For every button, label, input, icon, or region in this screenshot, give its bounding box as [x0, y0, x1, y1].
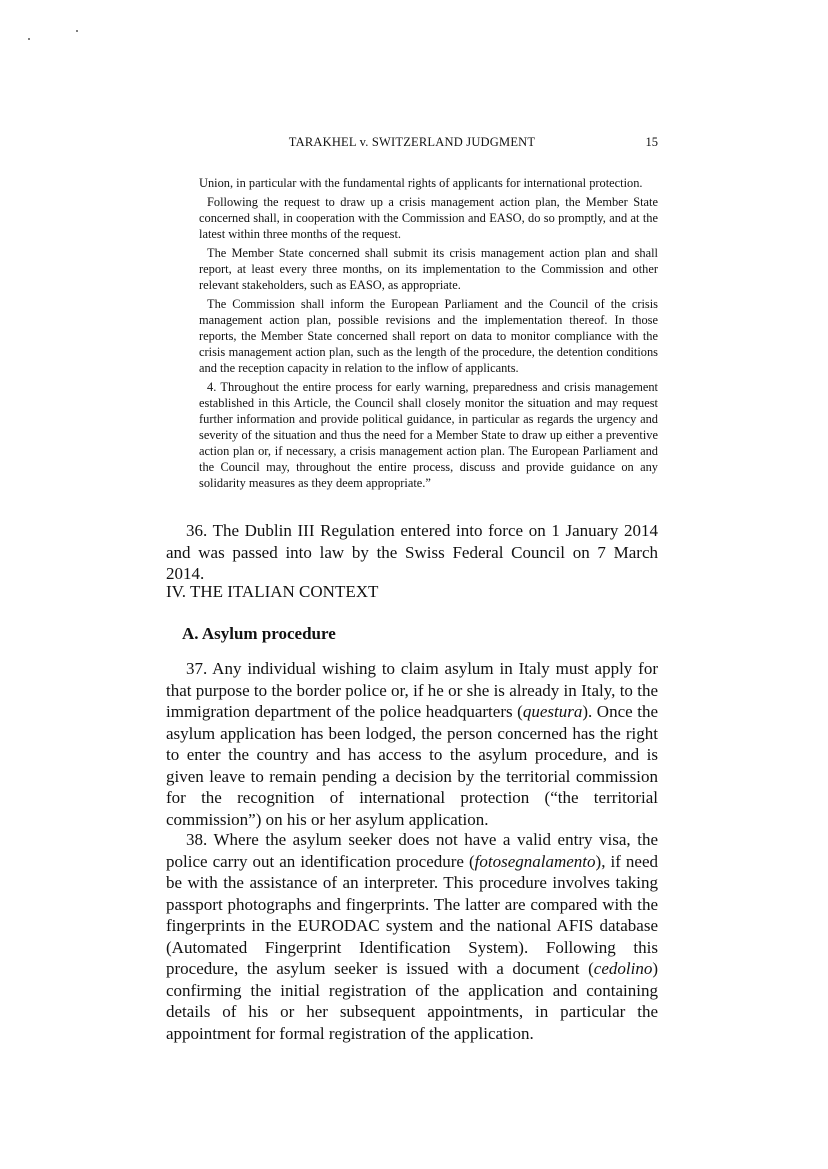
paragraph-37-part: ). Once the asylum application has been lodged, the person concerned has the right to enter the country and has access to the asylum procedure, and is given leave to remain pending a decision by the territorial commission for the recognition of international protection (“the territorial commission”) on his or her asylum application.: [166, 702, 658, 829]
paragraph-38-part: ) confirming the initial registration of the application and containing details of his or her subsequent appointments, in particular the appointment for formal registration of the application.: [166, 959, 658, 1043]
quote-paragraph: The Commission shall inform the European Parliament and the Council of the crisis management action plan, possible revisions and the implementation thereof. In those reports, the Member State concerned shall report on data to monitor compliance with the crisis management action plan, such as the length of the procedure, the detention conditions and the reception capacity in relation to the inflow of applicants.: [199, 297, 658, 375]
paragraph-37-part: 37. Any individual wishing to claim asylum in Italy must apply for that purpose to the border police or, if he or she is already in Italy, to the immigration department of the police headquarters (: [166, 659, 658, 721]
paragraph-37: [166, 658, 658, 830]
quote-paragraph: The Member State concerned shall submit its crisis management action plan and shall report, at least every three months, on its implementation to the Commission and other relevant stakeholders, such as EASO, as appropriate.: [199, 246, 658, 292]
subsection-heading: A. Asylum procedure: [182, 624, 336, 643]
paragraph-36: [166, 520, 658, 585]
running-header-title: TARAKHEL v. SWITZERLAND JUDGMENT: [288, 135, 536, 149]
paragraph-36-text: 36. The Dublin III Regulation entered into force on 1 January 2014 and was passed into law by the Swiss Federal Council on 7 March 2014.: [166, 521, 658, 583]
italic-term: questura: [522, 702, 583, 721]
paragraph-37-text: [166, 658, 658, 830]
running-header: [166, 135, 658, 153]
scan-speck: [76, 30, 78, 32]
section-heading: IV. THE ITALIAN CONTEXT: [166, 582, 379, 601]
scan-speck: [28, 38, 30, 40]
italic-term: fotosegnalamento: [474, 851, 596, 871]
italic-term: cedolino: [593, 959, 653, 978]
paragraph-38-part: 38. Where the asylum seeker does not have a valid entry visa, the police carry out an identification procedure (: [166, 830, 658, 871]
page-number: 15: [645, 135, 658, 149]
paragraph-38-text: [166, 829, 658, 1044]
block-quote: [199, 175, 658, 491]
quote-paragraph: Following the request to draw up a crisis management action plan, the Member State concerned shall, in cooperation with the Commission and EASO, do so promptly, and at the latest within three months of the request.: [199, 195, 658, 241]
quote-paragraph: 4. Throughout the entire process for early warning, preparedness and crisis management established in this Article, the Council shall closely monitor the situation and may request further information and provide political guidance, in particular as regards the urgency and severity of the situation and thus the need for a Member State to draw up either a preventive action plan or, if necessary, a crisis management action plan. The European Parliament and the Council may, throughout the entire process, discuss and provide guidance on any solidarity measures as they deem appropriate.”: [199, 380, 658, 490]
paragraph-38: [166, 829, 658, 1044]
paragraph-38-part: ), if need be with the assistance of an interpreter. This procedure involves taking passport photographs and fingerprints. The latter are compared with the fingerprints in the EURODAC system and the national AFIS database (Automated Fingerprint Identification System). Following this procedure, the asylum seeker is issued with a document (: [166, 851, 658, 978]
quote-continuation: Union, in particular with the fundamental rights of applicants for international protection.: [199, 176, 643, 190]
